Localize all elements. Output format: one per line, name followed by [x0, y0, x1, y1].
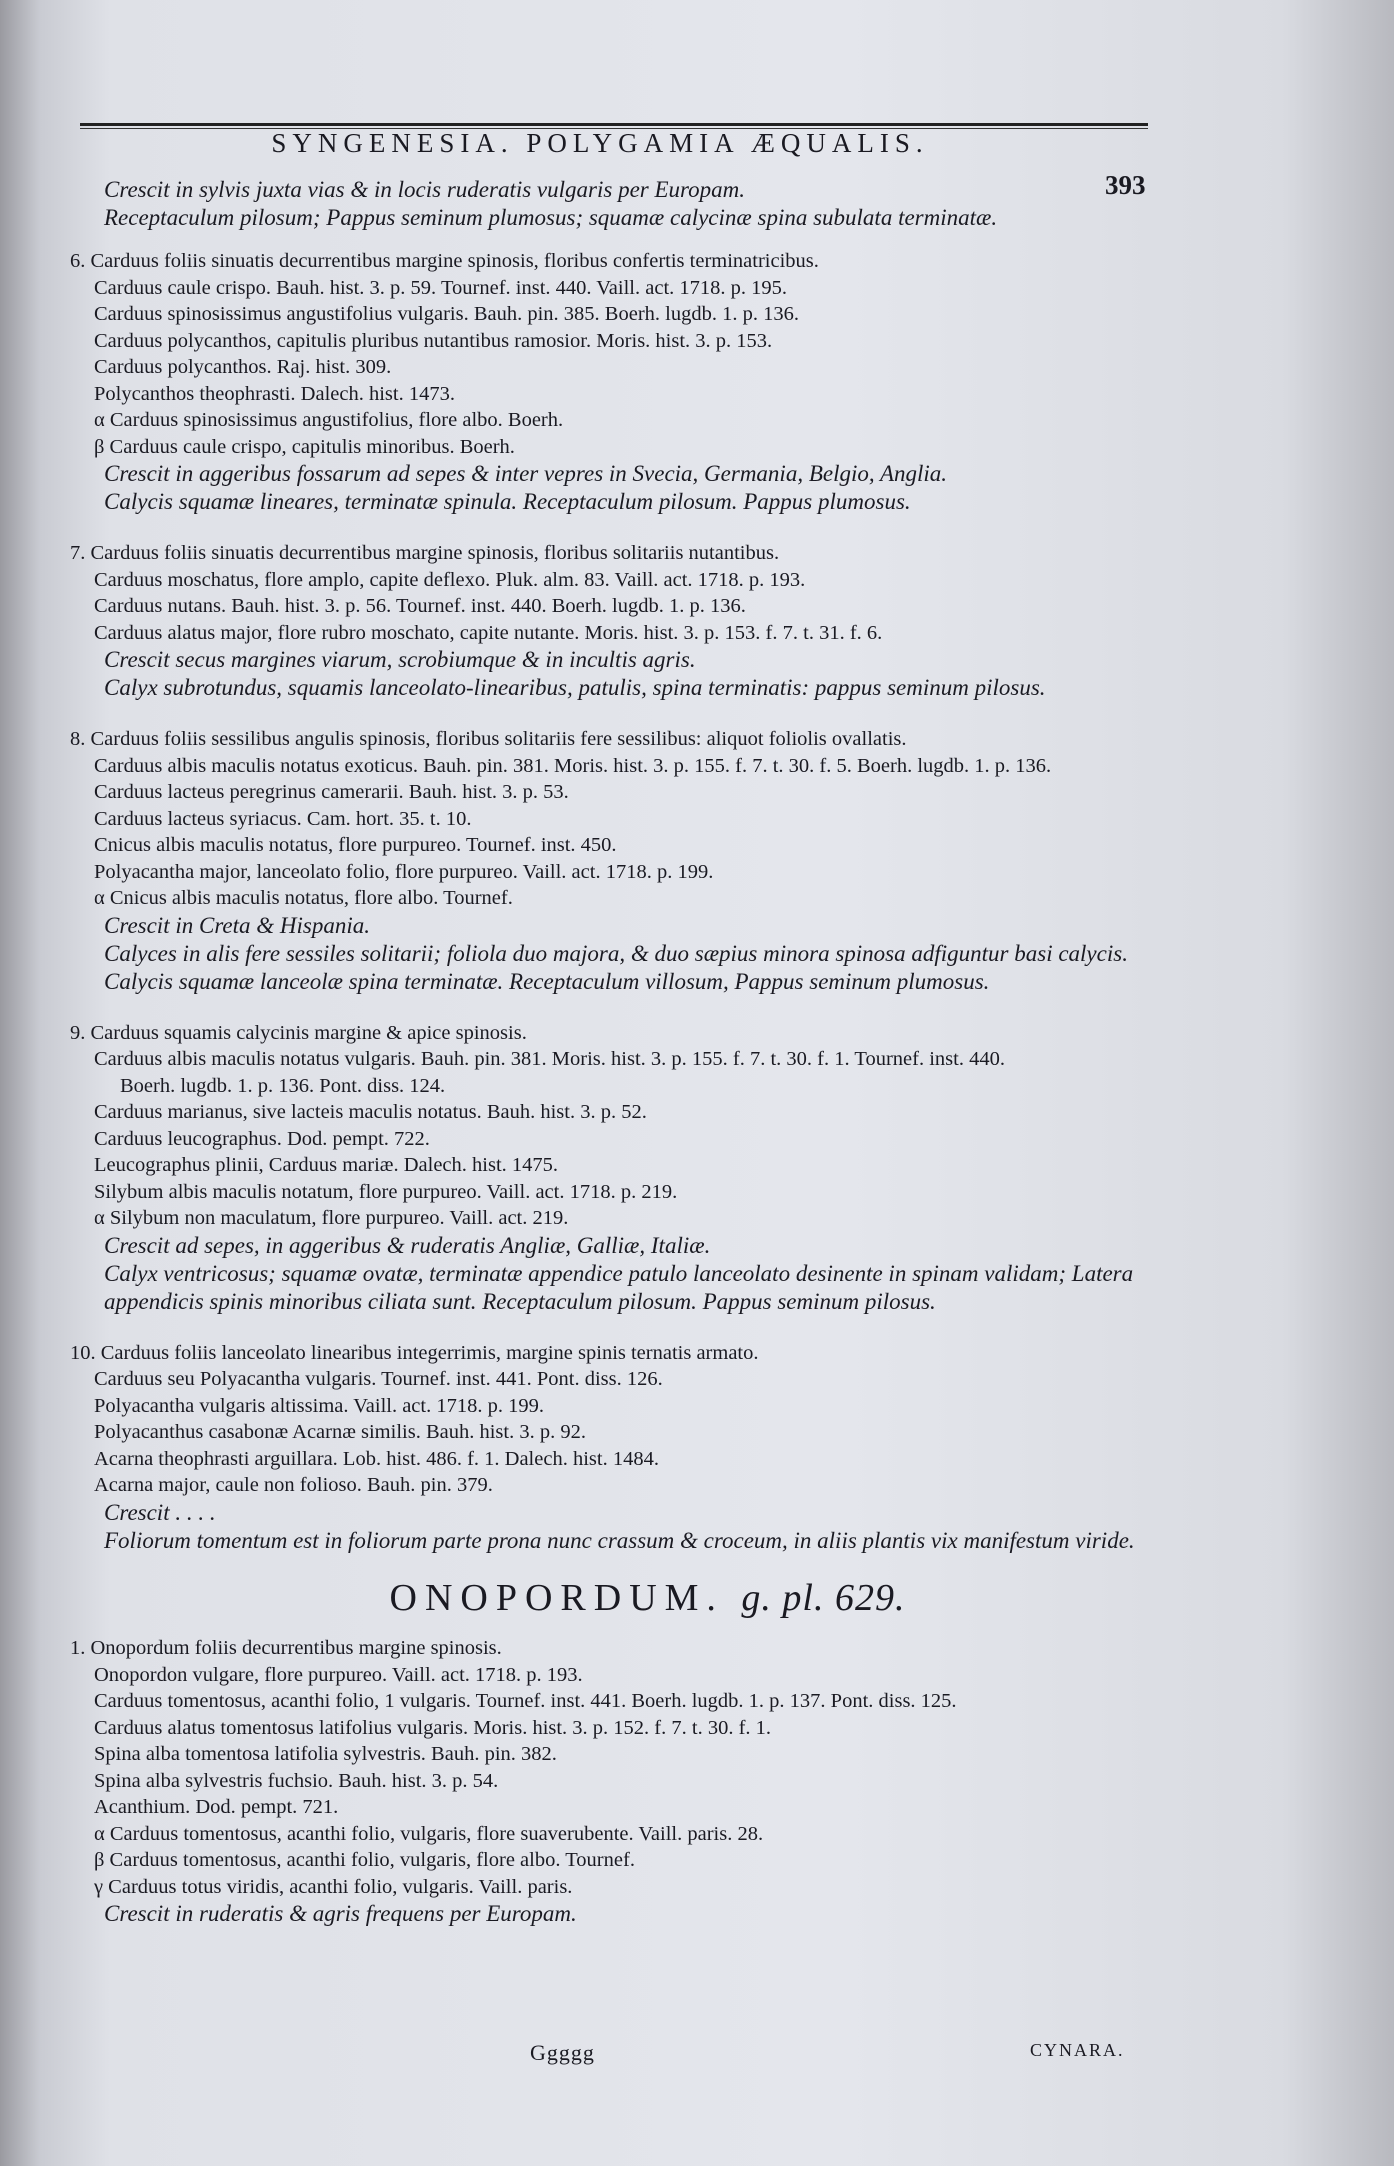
synonym-line: Carduus alatus tomentosus latifolius vulgaris. Moris. hist. 3. p. 152. f. 7. t. 30. f. 1. — [94, 1716, 772, 1739]
synonym-line: Carduus lacteus syriacus. Cam. hort. 35. t. 10. — [94, 807, 472, 830]
synonym-line: Carduus lacteus peregrinus camerarii. Bauh. hist. 3. p. 53. — [94, 781, 569, 803]
synonym-line: Polyacanthus casabonæ Acarnæ similis. Bauh. hist. 3. p. 92. — [94, 1421, 586, 1443]
genus-heading — [70, 1576, 1145, 1619]
synonym-line: Carduus spinosissimus angustifolius vulgaris. Bauh. pin. 385. Boerh. lugdb. 1. p. 136. — [94, 303, 799, 325]
observation-line: Crescit in ruderatis & agris frequens per Europam. — [104, 1901, 577, 1926]
species-entry-6 — [70, 248, 1145, 516]
synonym-line: Acarna theophrasti arguillara. Lob. hist. 486. f. 1. Dalech. hist. 1484. — [94, 1447, 659, 1470]
observation-line: Calycis squamæ lineares, terminatæ spinula. Receptaculum pilosum. Pappus plumosus. — [104, 489, 911, 514]
synonym-line: Carduus tomentosus, acanthi folio, 1 vulgaris. Tournef. inst. 441. Boerh. lugdb. 1. p. 137. Pont. diss. 125. — [94, 1690, 957, 1712]
observation-line: Crescit ad sepes, in aggeribus & ruderatis Angliæ, Galliæ, Italiæ. — [104, 1232, 711, 1258]
species-diagnosis: 7. Carduus foliis sinuatis decurrentibus margine spinosis, floribus solitariis nutantibus. — [70, 542, 780, 564]
synonym-line: Carduus caule crispo. Bauh. hist. 3. p. 59. Tournef. inst. 440. Vaill. act. 1718. p. 195. — [94, 276, 788, 299]
observation-line: Crescit . . . . — [104, 1499, 216, 1525]
observation-line: Crescit in sylvis juxta vias & in locis ruderatis vulgaris per Europam. — [104, 177, 745, 202]
variety-line: β Carduus caule crispo, capitulis minoribus. Boerh. — [94, 435, 515, 458]
page-number: 393 — [1105, 170, 1146, 200]
synonym-line: Acanthium. Dod. pempt. 721. — [94, 1796, 339, 1818]
species-entry-9 — [70, 1020, 1145, 1316]
synonym-line: Boerh. lugdb. 1. p. 136. Pont. diss. 124. — [120, 1074, 446, 1097]
synonym-line: Polyacantha vulgaris altissima. Vaill. act. 1718. p. 199. — [94, 1394, 544, 1417]
running-title: SYNGENESIA. POLYGAMIA ÆQUALIS. — [271, 128, 929, 158]
species-diagnosis: 9. Carduus squamis calycinis margine & apice spinosis. — [70, 1021, 527, 1044]
signature-mark: Ggggg — [530, 2040, 595, 2065]
variety-line: α Carduus tomentosus, acanthi folio, vulgaris, flore suaverubente. Vaill. paris. 28. — [94, 1822, 764, 1845]
species-entry-8 — [70, 726, 1145, 996]
synonym-line: Carduus albis maculis notatus exoticus. Bauh. pin. 381. Moris. hist. 3. p. 155. f. 7. t. 30. f. 5. Boerh. lugdb. 1. p. 136. — [94, 754, 1052, 777]
synonym-line: Spina alba sylvestris fuchsio. Bauh. hist. 3. p. 54. — [94, 1769, 499, 1792]
genus-reference: g. pl. 629. — [741, 1576, 906, 1619]
synonym-line: Silybum albis maculis notatum, flore purpureo. Vaill. act. 1718. p. 219. — [94, 1180, 678, 1203]
synonym-line: Carduus seu Polyacantha vulgaris. Tournef. inst. 441. Pont. diss. 126. — [94, 1368, 663, 1390]
species-entry-onopordum-1 — [70, 1635, 1145, 1928]
synonym-line: Carduus nutans. Bauh. hist. 3. p. 56. Tournef. inst. 440. Boerh. lugdb. 1. p. 136. — [94, 595, 746, 617]
observation-line: Foliorum tomentum est in foliorum parte prona nunc crassum & croceum, in aliis plantis vix manifestum viride. — [104, 1527, 1135, 1553]
synonym-line: Carduus polycanthos. Raj. hist. 309. — [94, 356, 392, 378]
synonym-line: Carduus alatus major, flore rubro moschato, capite nutante. Moris. hist. 3. p. 153. f. 7. t. 31. f. 6. — [94, 621, 883, 644]
synonym-line: Onopordon vulgare, flore purpureo. Vaill. act. 1718. p. 193. — [94, 1663, 583, 1686]
observation-line: Crescit secus margines viarum, scrobiumque & in incultis agris. — [104, 647, 696, 672]
species-diagnosis: 1. Onopordum foliis decurrentibus margine spinosis. — [70, 1637, 502, 1659]
synonym-line: Cnicus albis maculis notatus, flore purpureo. Tournef. inst. 450. — [94, 834, 617, 856]
synonym-line: Spina alba tomentosa latifolia sylvestris. Bauh. pin. 382. — [94, 1743, 557, 1765]
species-diagnosis: 10. Carduus foliis lanceolato linearibus integerrimis, margine spinis ternatis armato. — [70, 1341, 759, 1364]
species-entry-10 — [70, 1340, 1145, 1555]
species-diagnosis: 6. Carduus foliis sinuatis decurrentibus margine spinosis, floribus confertis terminatricibus. — [70, 250, 819, 272]
observation-line: Calyx ventricosus; squamæ ovatæ, terminatæ appendice patulo lanceolato desinente in spinam validam; Latera appendicis spinis minoribus ciliata sunt. Receptaculum pilosum. Pappus seminum pilosus. — [104, 1260, 1134, 1314]
observation-line: Crescit in aggeribus fossarum ad sepes & inter vepres in Svecia, Germania, Belgio, Anglia. — [104, 461, 948, 486]
variety-line: γ Carduus totus viridis, acanthi folio, vulgaris. Vaill. paris. — [94, 1875, 573, 1898]
synonym-line: Carduus polycanthos, capitulis pluribus nutantibus ramosior. Moris. hist. 3. p. 153. — [94, 329, 773, 352]
synonym-line: Carduus moschatus, flore amplo, capite deflexo. Pluk. alm. 83. Vaill. act. 1718. p. 193. — [94, 568, 806, 591]
variety-line: α Carduus spinosissimus angustifolius, flore albo. Boerh. — [94, 409, 564, 431]
species-diagnosis: 8. Carduus foliis sessilibus angulis spinosis, floribus solitariis fere sessilibus: aliquot foliolis ovallatis. — [70, 728, 907, 750]
header-rule — [80, 123, 1148, 126]
synonym-line: Polyacantha major, lanceolato folio, flore purpureo. Vaill. act. 1718. p. 199. — [94, 860, 714, 883]
species-entry-7 — [70, 540, 1145, 702]
variety-line: α Silybum non maculatum, flore purpureo. Vaill. act. 219. — [94, 1207, 569, 1229]
variety-line: β Carduus tomentosus, acanthi folio, vulgaris, flore albo. Tournef. — [94, 1849, 635, 1871]
synonym-line: Leucographus plinii, Carduus mariæ. Dalech. hist. 1475. — [94, 1154, 559, 1176]
synonym-line: Carduus leucographus. Dod. pempt. 722. — [94, 1127, 430, 1150]
observation-line: Crescit in Creta & Hispania. — [104, 912, 370, 938]
observation-line: Calyces in alis fere sessiles solitarii; foliola duo majora, & duo sæpius minora spinosa adfiguntur basi calycis. Calycis squamæ lanceolæ spina terminatæ. Receptaculum villosum, Pappus seminum plumosus. — [104, 940, 1128, 994]
observation-line: Calyx subrotundus, squamis lanceolato-linearibus, patulis, spina terminatis: pappus seminum pilosus. — [104, 675, 1046, 700]
observation-line: Receptaculum pilosum; Pappus seminum plumosus; squamæ calycinæ spina subulata terminatæ. — [104, 205, 998, 230]
genus-name: ONOPORDUM. — [389, 1576, 724, 1619]
synonym-line: Carduus marianus, sive lacteis maculis notatus. Bauh. hist. 3. p. 52. — [94, 1101, 647, 1123]
synonym-line: Polycanthos theophrasti. Dalech. hist. 1473. — [94, 382, 455, 405]
variety-line: α Cnicus albis maculis notatus, flore albo. Tournef. — [94, 887, 513, 909]
page-body — [70, 176, 1145, 1928]
synonym-line: Acarna major, caule non folioso. Bauh. pin. 379. — [94, 1474, 493, 1496]
synonym-line: Carduus albis maculis notatus vulgaris. Bauh. pin. 381. Moris. hist. 3. p. 155. f. 7. t. 30. f. 1. Tournef. inst. 440. — [94, 1048, 1005, 1070]
catchword: CYNARA. — [1030, 2040, 1125, 2060]
